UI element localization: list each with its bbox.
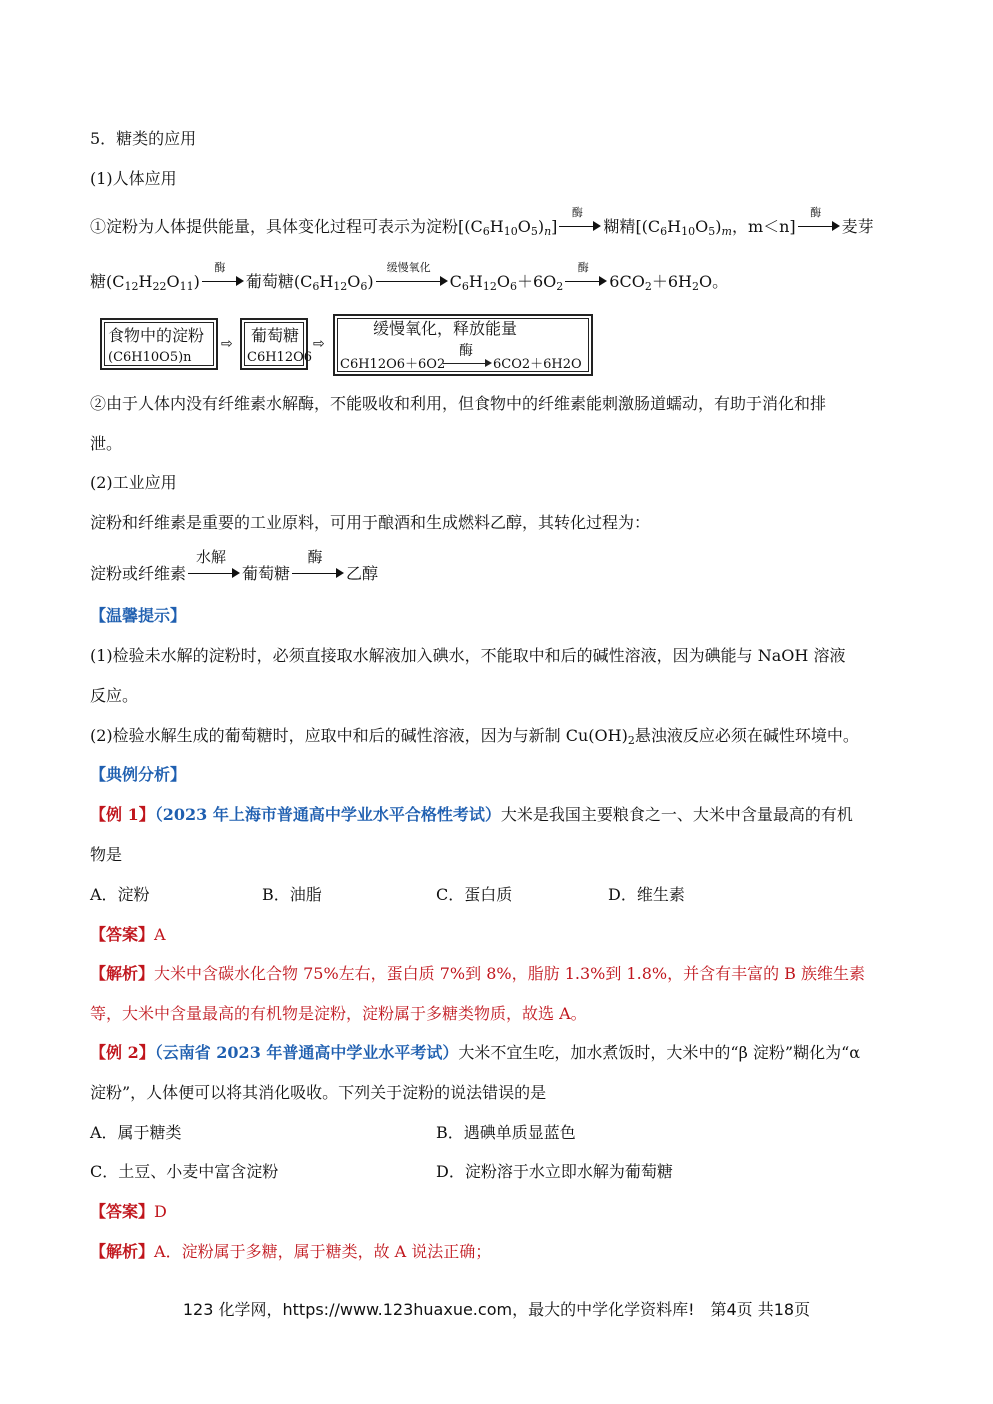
subscript: 10 — [503, 225, 518, 238]
subscript: 22 — [152, 280, 167, 293]
subscript: 12 — [333, 280, 348, 293]
answer-label: 【答案】 — [90, 1202, 155, 1221]
choice-b: B．油脂 — [262, 885, 322, 904]
example-label: 【例 2】 — [90, 1043, 155, 1062]
box-formula: C6H12O6 — [247, 350, 313, 365]
example-source: （2023 年上海市普通高中学业水平合格性考试） — [154, 805, 501, 824]
choice-d: D．维生素 — [608, 885, 685, 904]
subscript: 6 — [482, 225, 490, 238]
text-segment: (2)检验水解生成的葡萄糖时，应取中和后的碱性溶液，因为与新制 Cu(OH) — [90, 726, 628, 745]
arrow-label: 酶 — [577, 261, 589, 274]
choice-a: A．属于糖类 — [90, 1123, 182, 1142]
formula-part: ) — [367, 272, 374, 291]
question-text: 大米不宜生吃，加水煮饭时，大米中的“β 淀粉”糊化为“α — [458, 1043, 861, 1062]
box-formula: C6H12O6＋6O2 — [340, 357, 446, 372]
explanation-label: 【解析】 — [90, 964, 155, 983]
box-label: 葡萄糖 — [251, 326, 300, 345]
example-2-explanation — [90, 1241, 491, 1263]
formula-part: O。 — [698, 272, 729, 291]
formula-part: O — [496, 272, 510, 291]
box-starch — [100, 318, 218, 370]
subsection-industry: (2)工业应用 — [90, 473, 177, 492]
subsection-human: (1)人体应用 — [90, 169, 177, 188]
reaction-arrow — [376, 261, 448, 288]
reaction-arrow — [565, 261, 607, 288]
example-1-answer — [90, 924, 166, 946]
subscript: 11 — [179, 280, 194, 293]
box-arrow-head — [485, 359, 492, 367]
subscript: 5 — [530, 225, 538, 238]
reaction-arrow — [188, 548, 240, 580]
formula-part: O — [166, 272, 180, 291]
explanation-text: A．淀粉属于多糖，属于糖类，故 A 说法正确； — [154, 1242, 492, 1261]
formula-part: [(C — [635, 217, 661, 236]
para-industry: 淀粉和纤维素是重要的工业原料，可用于酿酒和生成燃料乙醇，其转化过程为： — [90, 513, 651, 532]
subscript: 2 — [556, 280, 564, 293]
explanation-text: 大米中含碳水化合物 75%左右，蛋白质 7%到 8%，脂肪 1.3%到 1.8%，并含有丰富的 B 族维生素 — [154, 964, 866, 983]
subscript: 6 — [360, 280, 368, 293]
para-energy-line1 — [90, 206, 874, 243]
page-footer: 123 化学网，https://www.123huaxue.com，最大的中学化学资料库! 第4页 共18页 — [182, 1300, 811, 1319]
answer-value: D — [154, 1202, 167, 1221]
section-title: 5．糖类的应用 — [90, 129, 197, 148]
choice-d: D．淀粉溶于水立即水解为葡萄糖 — [436, 1162, 673, 1181]
subscript: 5 — [708, 225, 716, 238]
subscript: 2 — [627, 734, 635, 747]
example-1-question — [90, 804, 853, 826]
formula-part: ) — [715, 217, 722, 236]
subscript: 10 — [681, 225, 696, 238]
choice-a: A．淀粉 — [90, 885, 150, 904]
subscript: 6 — [312, 280, 320, 293]
text-segment: 乙醇 — [346, 564, 379, 583]
double-arrow-icon: ⇨ — [313, 336, 325, 352]
text-segment: 糖(C — [90, 272, 125, 291]
formula-part: C — [449, 272, 462, 291]
text-segment: ①淀粉为人体提供能量，具体变化过程可表示为淀粉 — [90, 217, 459, 236]
subscript: 6 — [509, 280, 517, 293]
choice-c: C．土豆、小麦中富含淀粉 — [90, 1162, 279, 1181]
example-1-explanation — [90, 963, 865, 985]
formula-part: ) — [537, 217, 545, 236]
text-segment: 悬浊液反应必须在碱性环境中。 — [634, 726, 859, 745]
arrow-label: 酶 — [459, 343, 473, 359]
question-text: 大米是我国主要粮食之一、大米中含量最高的有机 — [500, 805, 853, 824]
text-segment: 葡萄糖(C — [245, 272, 313, 291]
example-2-question — [90, 1042, 860, 1064]
subscript: 2 — [691, 280, 699, 293]
arrow-label: 酶 — [571, 206, 583, 219]
formula-part: ，m＜n] — [731, 217, 796, 236]
choice-b: B．遇碘单质显蓝色 — [436, 1123, 576, 1142]
text-segment: 糊精 — [603, 217, 636, 236]
box-label: 食物中的淀粉 — [108, 326, 205, 345]
analysis-heading: 【典例分析】 — [90, 765, 187, 784]
formula-part: H — [138, 272, 153, 291]
reaction-arrow — [202, 261, 244, 288]
subscript: m — [721, 225, 732, 238]
arrow-label: 酶 — [307, 548, 323, 566]
example-2-answer — [90, 1201, 167, 1223]
answer-value: A — [154, 925, 166, 944]
example-2-question-cont: 淀粉”，人体便可以将其消化吸收。下列关于淀粉的说法错误的是 — [90, 1083, 547, 1102]
arrow-label: 缓慢氧化 — [386, 261, 431, 274]
text-segment: 淀粉或纤维素 — [90, 564, 187, 583]
formula-part: 6CO — [609, 272, 645, 291]
tip-2 — [90, 725, 859, 752]
formula-part: H — [667, 217, 682, 236]
formula-part: ] — [551, 217, 558, 236]
energy-flow-diagram — [100, 314, 600, 376]
tip-1-cont: 反应。 — [90, 686, 139, 705]
choice-c: C．蛋白质 — [436, 885, 513, 904]
box-formula: 6CO2＋6H2O — [493, 357, 582, 372]
formula-part: O — [695, 217, 709, 236]
subscript: 12 — [482, 280, 497, 293]
tip-heading: 【温馨提示】 — [90, 606, 187, 625]
subscript: 6 — [461, 280, 469, 293]
formula-part: ＋6H — [651, 272, 692, 291]
arrow-label: 酶 — [214, 261, 226, 274]
formula-part: [(C — [458, 217, 483, 236]
box-formula: (C6H10O5)n — [108, 350, 192, 365]
text-segment: 葡萄糖 — [242, 564, 291, 583]
formula-part: O — [517, 217, 531, 236]
answer-label: 【答案】 — [90, 925, 155, 944]
tip-1: (1)检验未水解的淀粉时，必须直接取水解液加入碘水，不能取中和后的碱性溶液，因为碘能与 NaOH 溶液 — [90, 646, 846, 665]
box-label: 缓慢氧化，释放能量 — [373, 319, 518, 338]
para-cellulose: ②由于人体内没有纤维素水解酶，不能吸收和利用，但食物中的纤维素能刺激肠道蠕动，有助于消化和排 — [90, 394, 827, 413]
reaction-arrow — [559, 206, 601, 233]
example-label: 【例 1】 — [90, 805, 155, 824]
formula-part: H — [468, 272, 483, 291]
formula-part: O — [347, 272, 361, 291]
double-arrow-icon: ⇨ — [221, 336, 233, 352]
formula-part: ) — [193, 272, 200, 291]
reaction-arrow — [798, 206, 840, 233]
example-1-question-cont: 物是 — [90, 845, 123, 864]
box-oxidation — [333, 314, 593, 376]
subscript: n — [544, 225, 552, 238]
explanation-label: 【解析】 — [90, 1242, 155, 1261]
para-conversion — [90, 548, 379, 585]
formula-part: H — [319, 272, 334, 291]
para-energy-line2 — [90, 261, 729, 298]
subscript: 12 — [124, 280, 139, 293]
para-cellulose-cont: 泄。 — [90, 434, 123, 453]
example-1-explanation-cont: 等，大米中含量最高的有机物是淀粉，淀粉属于多糖类物质，故选 A。 — [90, 1004, 587, 1023]
example-source: （云南省 2023 年普通高中学业水平考试） — [154, 1043, 459, 1062]
box-glucose — [240, 318, 313, 370]
subscript: 2 — [644, 280, 652, 293]
reaction-arrow — [292, 548, 344, 580]
text-segment: 麦芽 — [841, 217, 874, 236]
subscript: 6 — [660, 225, 668, 238]
box-arrow-shaft — [443, 363, 487, 364]
arrow-label: 酶 — [810, 206, 822, 219]
formula-part: H — [489, 217, 504, 236]
formula-part: ＋6O — [516, 272, 557, 291]
arrow-label: 水解 — [196, 548, 227, 566]
